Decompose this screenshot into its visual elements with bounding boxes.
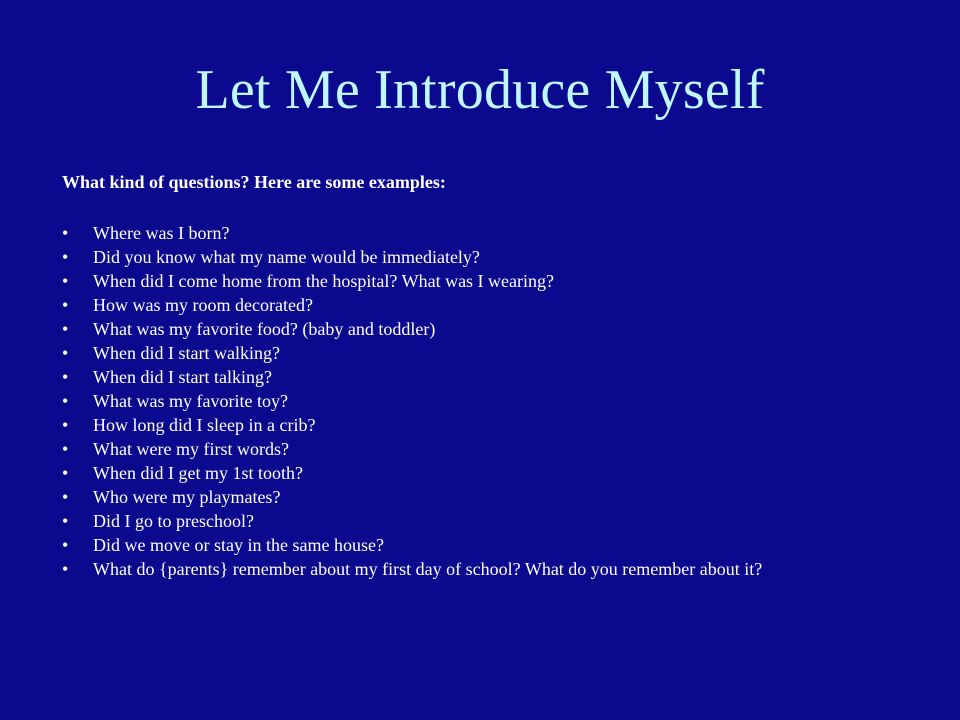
bullet-icon: • (62, 511, 69, 531)
list-item (62, 294, 902, 316)
slide-subtitle: What kind of questions? Here are some examples: (62, 172, 446, 192)
list-item-text: How was my room decorated? (93, 295, 313, 315)
list-item (62, 222, 902, 244)
question-list (62, 222, 902, 582)
list-item-text: How long did I sleep in a crib? (93, 415, 316, 435)
list-item-text: What was my favorite food? (baby and toddler) (93, 319, 436, 339)
bullet-icon: • (62, 463, 69, 483)
list-item (62, 270, 902, 292)
list-item (62, 462, 902, 484)
bullet-icon: • (62, 487, 69, 507)
bullet-icon: • (62, 415, 69, 435)
list-item (62, 318, 902, 340)
bullet-icon: • (62, 367, 69, 387)
list-item (62, 246, 902, 268)
list-item-text: When did I start walking? (93, 343, 280, 363)
list-item-text: Did we move or stay in the same house? (93, 535, 384, 555)
list-item (62, 534, 902, 556)
bullet-icon: • (62, 439, 69, 459)
list-item (62, 486, 902, 508)
list-item (62, 558, 902, 580)
list-item-text: When did I get my 1st tooth? (93, 463, 303, 483)
bullet-icon: • (62, 271, 69, 291)
list-item-text: What were my first words? (93, 439, 289, 459)
list-item-text: Did I go to preschool? (93, 511, 254, 531)
list-item (62, 414, 902, 436)
bullet-icon: • (62, 247, 69, 267)
list-item (62, 438, 902, 460)
bullet-icon: • (62, 391, 69, 411)
bullet-icon: • (62, 295, 69, 315)
list-item-text: When did I come home from the hospital? What was I wearing? (93, 271, 555, 291)
slide-title: Let Me Introduce Myself (195, 59, 765, 121)
bullet-icon: • (62, 343, 69, 363)
list-item (62, 366, 902, 388)
list-item (62, 510, 902, 532)
list-item-text: Where was I born? (93, 223, 230, 243)
list-item-text: Did you know what my name would be immediately? (93, 247, 480, 267)
list-item (62, 342, 902, 364)
bullet-icon: • (62, 223, 69, 243)
list-item-text: Who were my playmates? (93, 487, 281, 507)
bullet-icon: • (62, 319, 69, 339)
list-item (62, 390, 902, 412)
list-item-text: When did I start talking? (93, 367, 272, 387)
bullet-icon: • (62, 559, 69, 579)
list-item-text: What do {parents} remember about my first day of school? What do you remember about it? (93, 559, 763, 579)
bullet-icon: • (62, 535, 69, 555)
list-item-text: What was my favorite toy? (93, 391, 288, 411)
